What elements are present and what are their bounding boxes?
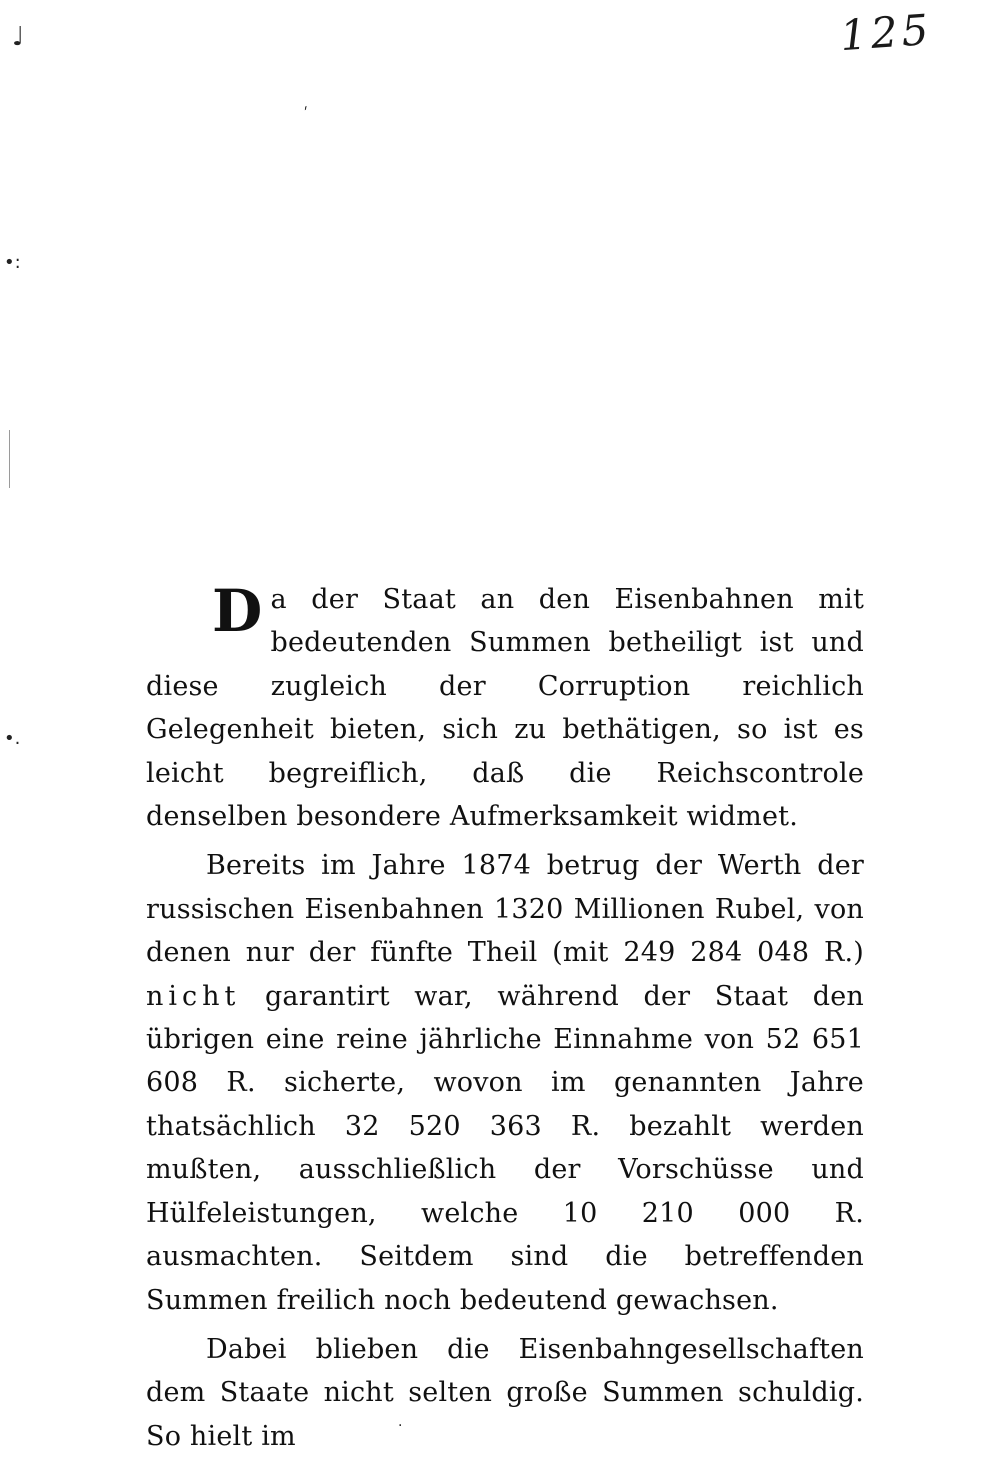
paragraph-1-text: a der Staat an den Eisenbahnen mit bedeutenden Summen betheiligt ist und diese zugleich der Corruption reichlich Gelegenheit bieten, sich zu bethätigen, so ist es leicht begreiflich, daß die Reichscontrole denselben besondere Aufmerksamkeit widmet. (146, 584, 864, 833)
paragraph-2 (146, 844, 864, 1321)
margin-mark: ´ (299, 103, 317, 124)
page-number: 125 (838, 4, 934, 61)
paragraph-2-text-b: garantirt war, während der Staat den übrigen eine reine jährliche Einnahme von 52 651 608 R. sicherte, wovon im genannten Jahre thatsächlich 32 520 363 R. bezahlt werden mußten, ausschließlich der Vorschüsse und Hülfeleistungen, welche 10 210 000 R. ausmachten. Seitdem sind die betreffenden Summen freilich noch bedeutend gewachsen. (146, 980, 864, 1316)
margin-mark: ♩ (12, 22, 25, 52)
margin-mark: •. (4, 728, 21, 749)
margin-mark: · (398, 1418, 403, 1434)
paragraph-1 (146, 578, 864, 838)
scan-edge-line (9, 430, 10, 488)
paragraph-3 (146, 1328, 864, 1458)
drop-cap: D (212, 577, 263, 645)
body-text (146, 578, 864, 1464)
paragraph-2-emphasis: nicht (146, 980, 241, 1012)
paragraph-3-text: Dabei blieben die Eisenbahngesellschaften dem Staate nicht selten große Summen schuldig. So hielt im (146, 1333, 864, 1452)
margin-mark: •: (4, 252, 21, 273)
paragraph-2-text-a: Bereits im Jahre 1874 betrug der Werth der russischen Eisenbahnen 1320 Millionen Rubel, von denen nur der fünfte Theil (mit 249 284 048 R.) (146, 850, 864, 969)
